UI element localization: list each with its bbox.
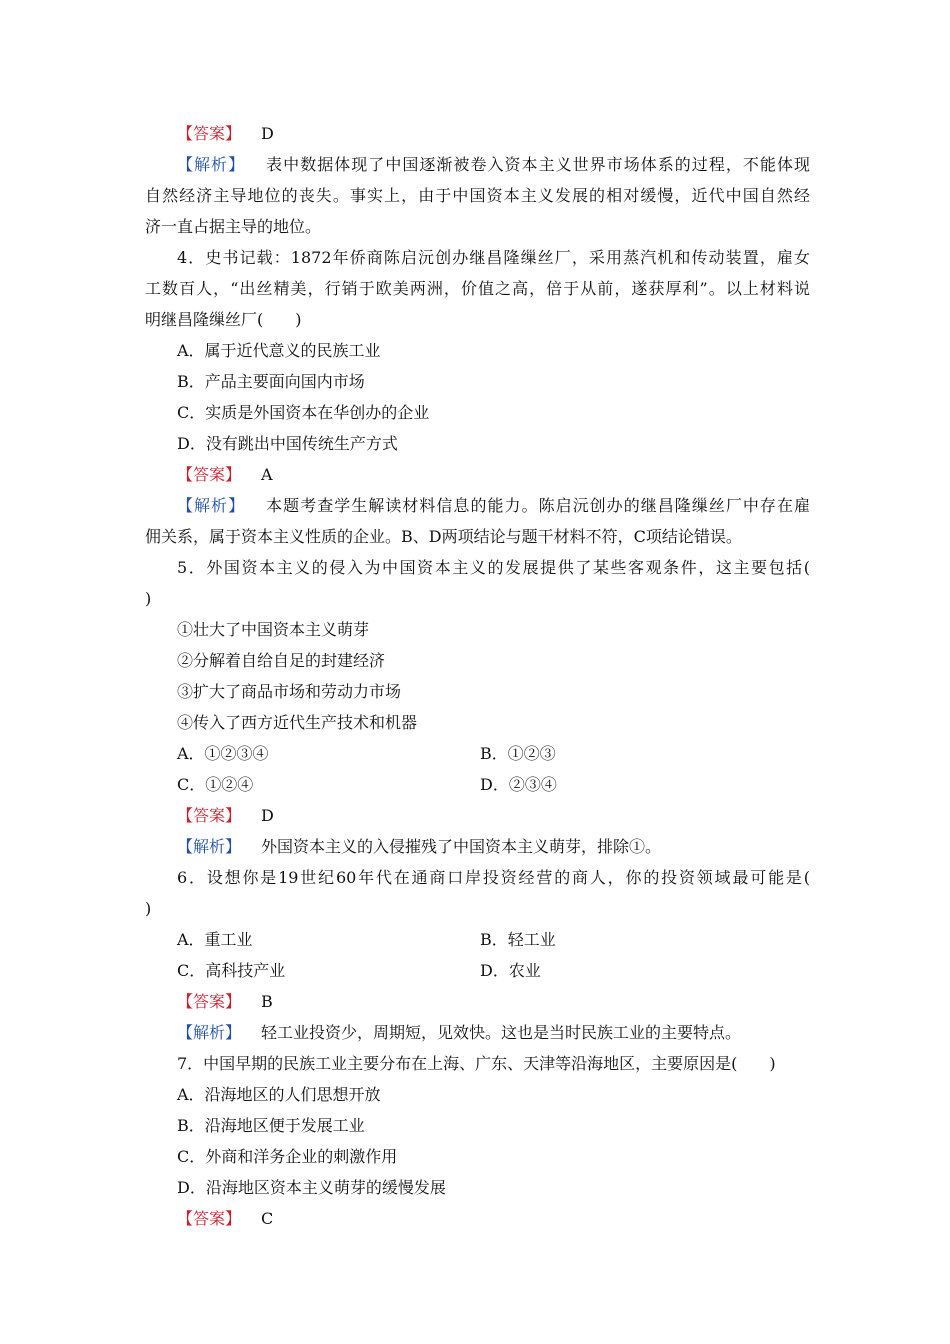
option-a: A．属于近代意义的民族工业 xyxy=(177,341,381,360)
question-stem: ) xyxy=(145,899,152,918)
option-row xyxy=(145,924,810,955)
answer-line xyxy=(145,986,810,1017)
answer-value: D xyxy=(261,806,274,825)
answer-line xyxy=(145,800,810,831)
analysis-line xyxy=(145,1017,810,1048)
analysis-text: 本题考查学生解读材料信息的能力。陈启沅创办的继昌隆缫丝厂中存在雇 xyxy=(265,496,810,515)
option-c: C．高科技产业 xyxy=(177,961,286,980)
option-row xyxy=(145,955,810,986)
option-b: B．轻工业 xyxy=(480,930,556,949)
option-d: D．农业 xyxy=(480,961,541,980)
option-row xyxy=(145,769,810,800)
analysis-line xyxy=(145,490,810,521)
answer-tag: 【答案】 xyxy=(177,1209,242,1228)
statement-item: ②分解着自给自足的封建经济 xyxy=(177,651,386,670)
answer-tag: 【答案】 xyxy=(177,124,242,143)
question-stem: 4．史书记载：1872年侨商陈启沅创办继昌隆缫丝厂，采用蒸汽机和传动装置，雇女 xyxy=(177,248,810,267)
answer-value: D xyxy=(261,124,274,143)
option-d: D．沿海地区资本主义萌芽的缓慢发展 xyxy=(177,1178,446,1197)
option-row xyxy=(145,738,810,769)
question-stem: 7．中国早期的民族工业主要分布在上海、广东、天津等沿海地区，主要原因是( ) xyxy=(177,1054,776,1073)
option-c: C．①②④ xyxy=(177,775,254,794)
statement-item: ①壮大了中国资本主义萌芽 xyxy=(177,620,370,639)
analysis-tag: 【解析】 xyxy=(177,1023,242,1042)
answer-tag: 【答案】 xyxy=(177,806,242,825)
option-b: B．产品主要面向国内市场 xyxy=(177,372,365,391)
answer-value: C xyxy=(261,1209,274,1228)
analysis-text: 外国资本主义的入侵摧残了中国资本主义萌芽，排除①。 xyxy=(261,837,662,856)
answer-line xyxy=(145,1203,810,1234)
analysis-text: 佣关系，属于资本主义性质的企业。B、D两项结论与题干材料不符，C项结论错误。 xyxy=(145,527,742,546)
analysis-tag: 【解析】 xyxy=(177,496,246,515)
answer-line xyxy=(145,118,810,149)
analysis-tag: 【解析】 xyxy=(177,837,242,856)
answer-value: A xyxy=(261,465,273,484)
option-b: B．沿海地区便于发展工业 xyxy=(177,1116,365,1135)
analysis-text: 济一直占据主导的地位。 xyxy=(145,217,322,236)
answer-tag: 【答案】 xyxy=(177,465,242,484)
analysis-text: 自然经济主导地位的丧失。事实上，由于中国资本主义发展的相对缓慢，近代中国自然经 xyxy=(145,186,810,205)
answer-value: B xyxy=(261,992,273,1011)
question-stem: 工数百人，“出丝精美，行销于欧美两洲，价值之高，倍于从前，遂获厚利”。以上材料说 xyxy=(145,279,810,298)
option-a: A．重工业 xyxy=(177,930,253,949)
option-c: C．外商和洋务企业的刺激作用 xyxy=(177,1147,398,1166)
option-b: B．①②③ xyxy=(480,744,556,763)
document-body xyxy=(145,118,810,1234)
statement-item: ③扩大了商品市场和劳动力市场 xyxy=(177,682,402,701)
answer-tag: 【答案】 xyxy=(177,992,242,1011)
answer-line xyxy=(145,459,810,490)
analysis-tag: 【解析】 xyxy=(177,155,246,174)
statement-item: ④传入了西方近代生产技术和机器 xyxy=(177,713,418,732)
question-stem: 6．设想你是19世纪60年代在通商口岸投资经营的商人，你的投资领域最可能是( xyxy=(177,868,810,887)
question-stem: 明继昌隆缫丝厂( ) xyxy=(145,310,302,329)
question-stem: 5．外国资本主义的侵入为中国资本主义的发展提供了某些客观条件，这主要包括( xyxy=(177,558,810,577)
analysis-line xyxy=(145,149,810,180)
analysis-line xyxy=(145,831,810,862)
analysis-text: 轻工业投资少，周期短，见效快。这也是当时民族工业的主要特点。 xyxy=(261,1023,742,1042)
option-a: A．沿海地区的人们思想开放 xyxy=(177,1085,381,1104)
question-stem: ) xyxy=(145,589,152,608)
option-c: C．实质是外国资本在华创办的企业 xyxy=(177,403,430,422)
option-d: D．②③④ xyxy=(480,775,557,794)
option-a: A．①②③④ xyxy=(177,744,269,763)
analysis-text: 表中数据体现了中国逐渐被卷入资本主义世界市场体系的过程，不能体现 xyxy=(265,155,810,174)
option-d: D．没有跳出中国传统生产方式 xyxy=(177,434,398,453)
